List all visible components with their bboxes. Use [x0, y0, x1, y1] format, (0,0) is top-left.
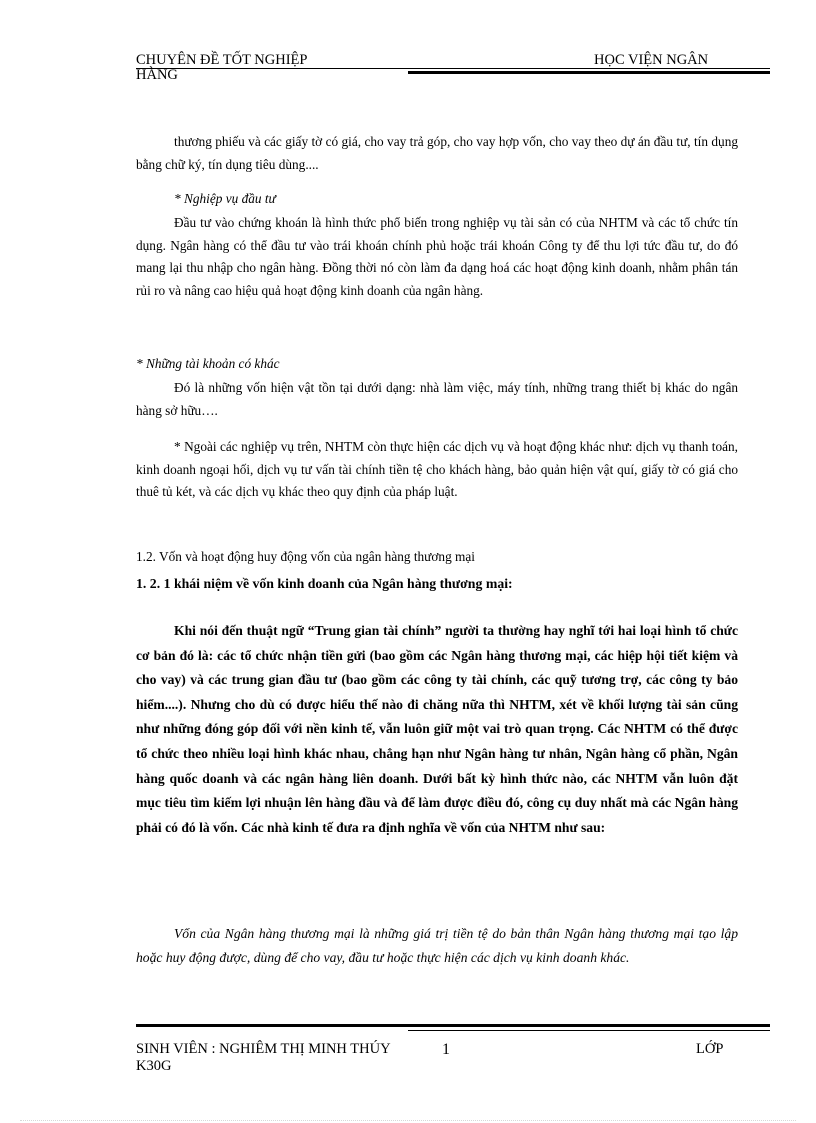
footer-student: SINH VIÊN : NGHIÊM THỊ MINH THÚY [136, 1041, 391, 1057]
paragraph-credit-list: thương phiếu và các giấy tờ có giá, cho vay trả góp, cho vay hợp vốn, cho vay theo dự án đầu tư, tín dụng bằng chữ ký, tín dụng tiêu dùng.... [136, 134, 738, 172]
paragraph-capital-definition: Vốn của Ngân hàng thương mại là những giá trị tiền tệ do bản thân Ngân hàng thương mại tạo lập hoặc huy động được, dùng để cho vay, đầu tư hoặc thực hiện các dịch vụ kinh doanh khác. [136, 926, 738, 966]
header-title: CHUYÊN ĐỀ TỐT NGHIỆP [136, 52, 308, 68]
paragraph-other-services: * Ngoài các nghiệp vụ trên, NHTM còn thực hiện các dịch vụ và hoạt động khác như: dịch vụ thanh toán, kinh doanh ngoại hối, dịch vụ tư vấn tài chính tiền tệ cho khách hàng, bảo quản hiện vật quí, giấy tờ có giá cho thuê tủ két, và các dịch vụ khác theo quy định của pháp luật. [136, 439, 738, 500]
page-number: 1 [442, 1041, 450, 1058]
paragraph-other-assets: Đó là những vốn hiện vật tồn tại dưới dạng: nhà làm việc, máy tính, những trang thiết bị khác do ngân hàng sở hữu…. [136, 380, 738, 418]
footer-class-label: LỚP [696, 1041, 724, 1057]
header-title-continued: HÀNG [136, 67, 178, 83]
header-rule-thin [136, 68, 770, 69]
footer-class-code: K30G [136, 1058, 172, 1074]
page-bottom-dotted-line [20, 1120, 796, 1121]
section-heading-1-2-1: 1. 2. 1 khái niệm về vốn kinh doanh của Ngân hàng thương mại: [136, 576, 513, 591]
section-heading-1-2: 1.2. Vốn và hoạt động huy động vốn của ngân hàng thương mại [136, 549, 475, 564]
header-rule-thick [408, 71, 770, 74]
footer-rule-thick [136, 1024, 770, 1027]
paragraph-investment: Đầu tư vào chứng khoán là hình thức phổ biến trong nghiệp vụ tài sản có của NHTM và các tổ chức tín dụng. Ngân hàng có thể đầu tư vào trái khoán chính phủ hoặc trái khoán Công ty để thu lợi tức đầu tư, do đó mang lại thu nhập cho ngân hàng. Đồng thời nó còn làm đa dạng hoá các hoạt động kinh doanh, nhằm phân tán rủi ro và nâng cao hiệu quả hoạt động kinh doanh của ngân hàng. [136, 215, 738, 298]
footer-rule-thin [408, 1030, 770, 1031]
heading-investment: * Nghiệp vụ đầu tư [174, 191, 276, 206]
header-institution: HỌC VIỆN NGÂN [594, 52, 709, 68]
heading-other-assets: * Những tài khoản có khác [136, 356, 280, 371]
paragraph-capital-concept: Khi nói đến thuật ngữ “Trung gian tài chính” người ta thường hay nghĩ tới hai loại hình tổ chức cơ bản đó là: các tổ chức nhận tiền gửi (bao gồm các Ngân hàng thương mại, các hiệp hội tiết kiệm và cho vay) và các trung gian đầu tư (bao gồm các công ty tài chính, các quỹ tương trợ, các công ty bảo hiểm....). Nhưng cho dù có được hiểu thế nào đi chăng nữa thì NHTM, xét về khối lượng tài sản cũng như những đóng góp đối với nền kinh tế, vẫn luôn giữ một vai trò quan trọng. Các NHTM có thể được tổ chức theo nhiều loại hình khác nhau, chẳng hạn như Ngân hàng tư nhân, Ngân hàng cổ phần, Ngân hàng quốc doanh và các ngân hàng liên doanh. Dưới bất kỳ hình thức nào, các NHTM vẫn luôn đặt mục tiêu tìm kiếm lợi nhuận lên hàng đầu và để làm được điều đó, công cụ duy nhất mà các Ngân hàng phải có đó là vốn. Các nhà kinh tế đưa ra định nghĩa về vốn của NHTM như sau: [136, 623, 738, 835]
